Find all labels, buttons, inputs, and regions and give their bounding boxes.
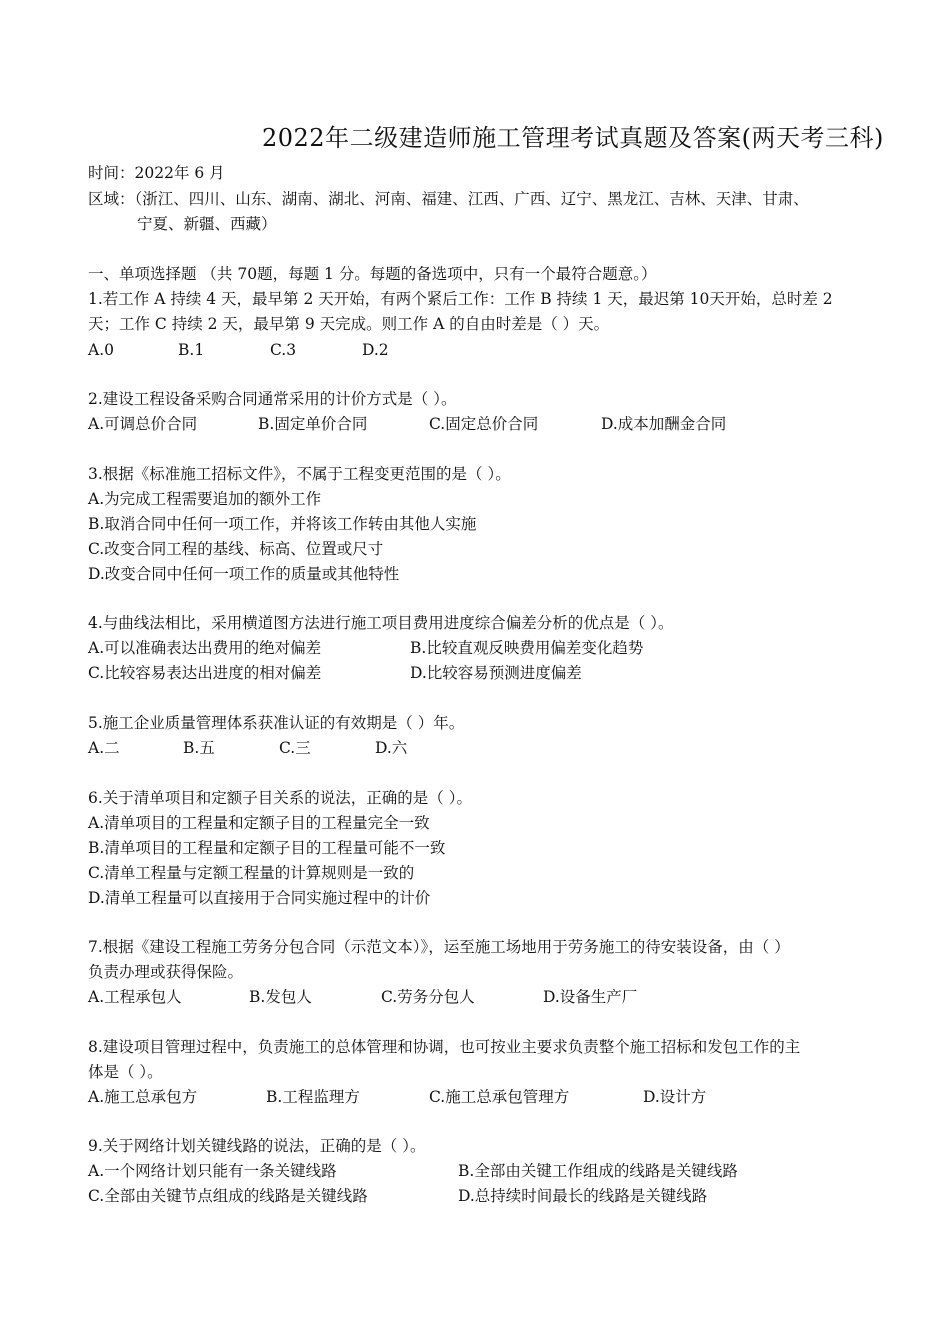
question-1-option-c: C.3	[270, 341, 297, 359]
question-8-option-a: A.施工总承包方	[88, 1088, 198, 1106]
question-8-stem-line-1: 8.建设项目管理过程中，负责施工的总体管理和协调，也可按业主要求负责整个施工招标和发包工作的主	[88, 1038, 801, 1056]
question-1-stem-line-1: 1.若工作 A 持续 4 天，最早第 2 天开始，有两个紧后工作：工作 B 持续 1 天，最迟第 10天开始，总时差 2	[88, 290, 833, 308]
question-5-option-d: D.六	[375, 739, 408, 757]
question-4-option-c: C.比较容易表达出进度的相对偏差	[88, 664, 322, 682]
question-1-option-b: B.1	[178, 341, 205, 359]
question-4-option-b: B.比较直观反映费用偏差变化趋势	[410, 639, 644, 657]
question-5-option-c: C.三	[279, 739, 311, 757]
question-2-option-b: B.固定单价合同	[258, 415, 368, 433]
question-8-option-b: B.工程监理方	[266, 1088, 360, 1106]
question-9-stem: 9.关于网络计划关键线路的说法，正确的是（ ）。	[88, 1137, 426, 1155]
question-7-option-c: C.劳务分包人	[381, 988, 475, 1006]
question-4-option-a: A.可以准确表达出费用的绝对偏差	[88, 639, 322, 657]
question-9-option-c: C.全部由关键节点组成的线路是关键线路	[88, 1187, 368, 1205]
question-2-option-d: D.成本加酬金合同	[601, 415, 727, 433]
question-3-option-a: A.为完成工程需要追加的额外工作	[88, 490, 322, 508]
question-6-option-b: B.清单项目的工程量和定额子目的工程量可能不一致	[88, 839, 446, 857]
question-3-stem: 3.根据《标准施工招标文件》，不属于工程变更范围的是（ ）。	[88, 465, 511, 483]
question-1-option-d: D.2	[362, 341, 389, 359]
question-7-option-d: D.设备生产厂	[543, 988, 638, 1006]
question-2-option-a: A.可调总价合同	[88, 415, 198, 433]
question-3-option-c: C.改变合同工程的基线、标高、位置或尺寸	[88, 540, 384, 558]
question-3-option-d: D.改变合同中任何一项工作的质量或其他特性	[88, 565, 400, 583]
question-7-stem-line-1: 7.根据《建设工程施工劳务分包合同（示范文本）》，运至施工场地用于劳务施工的待安装设备，由（ ）	[88, 938, 790, 956]
question-2-stem: 2.建设工程设备采购合同通常采用的计价方式是（ ）。	[88, 390, 457, 408]
exam-time: 时间：2022年 6 月	[88, 164, 225, 182]
question-4-stem: 4.与曲线法相比，采用横道图方法进行施工项目费用进度综合偏差分析的优点是（ ）。	[88, 614, 674, 632]
question-9-option-b: B.全部由关键工作组成的线路是关键线路	[458, 1162, 738, 1180]
question-1-option-a: A.0	[88, 341, 114, 359]
exam-region-line-2: 宁夏、新疆、西藏）	[137, 215, 277, 233]
question-3-option-b: B.取消合同中任何一项工作，并将该工作转由其他人实施	[88, 515, 477, 533]
question-6-stem: 6.关于清单项目和定额子目关系的说法，正确的是（ ）。	[88, 789, 472, 807]
question-6-option-c: C.清单工程量与定额工程量的计算规则是一致的	[88, 864, 415, 882]
exam-region-line-1: 区域：（浙江、四川、山东、湖南、湖北、河南、福建、江西、广西、辽宁、黑龙江、吉林、天津、甘肃、	[88, 190, 809, 208]
question-5-option-b: B.五	[183, 739, 215, 757]
question-7-option-a: A.工程承包人	[88, 988, 182, 1006]
question-8-option-d: D.设计方	[643, 1088, 707, 1106]
question-5-option-a: A.二	[88, 739, 120, 757]
question-7-option-b: B.发包人	[249, 988, 312, 1006]
question-8-stem-line-2: 体是（ ）。	[88, 1063, 163, 1081]
question-8-option-c: C.施工总承包管理方	[429, 1088, 570, 1106]
question-6-option-d: D.清单工程量可以直接用于合同实施过程中的计价	[88, 889, 431, 907]
section-heading: 一、单项选择题 （共 70题，每题 1 分。每题的备选项中，只有一个最符合题意。）	[88, 265, 657, 283]
question-7-stem-line-2: 负责办理或获得保险。	[88, 963, 244, 981]
question-1-stem-line-2: 天；工作 C 持续 2 天，最早第 9 天完成。则工作 A 的自由时差是（ ）天。	[88, 315, 610, 333]
question-5-stem: 5.施工企业质量管理体系获准认证的有效期是（ ）年。	[88, 714, 465, 732]
question-2-option-c: C.固定总价合同	[429, 415, 539, 433]
question-6-option-a: A.清单项目的工程量和定额子目的工程量完全一致	[88, 814, 430, 832]
page-title: 2022年二级建造师施工管理考试真题及答案(两天考三科)	[262, 124, 884, 152]
question-4-option-d: D.比较容易预测进度偏差	[410, 664, 582, 682]
question-9-option-a: A.一个网络计划只能有一条关键线路	[88, 1162, 337, 1180]
question-9-option-d: D.总持续时间最长的线路是关键线路	[458, 1187, 708, 1205]
